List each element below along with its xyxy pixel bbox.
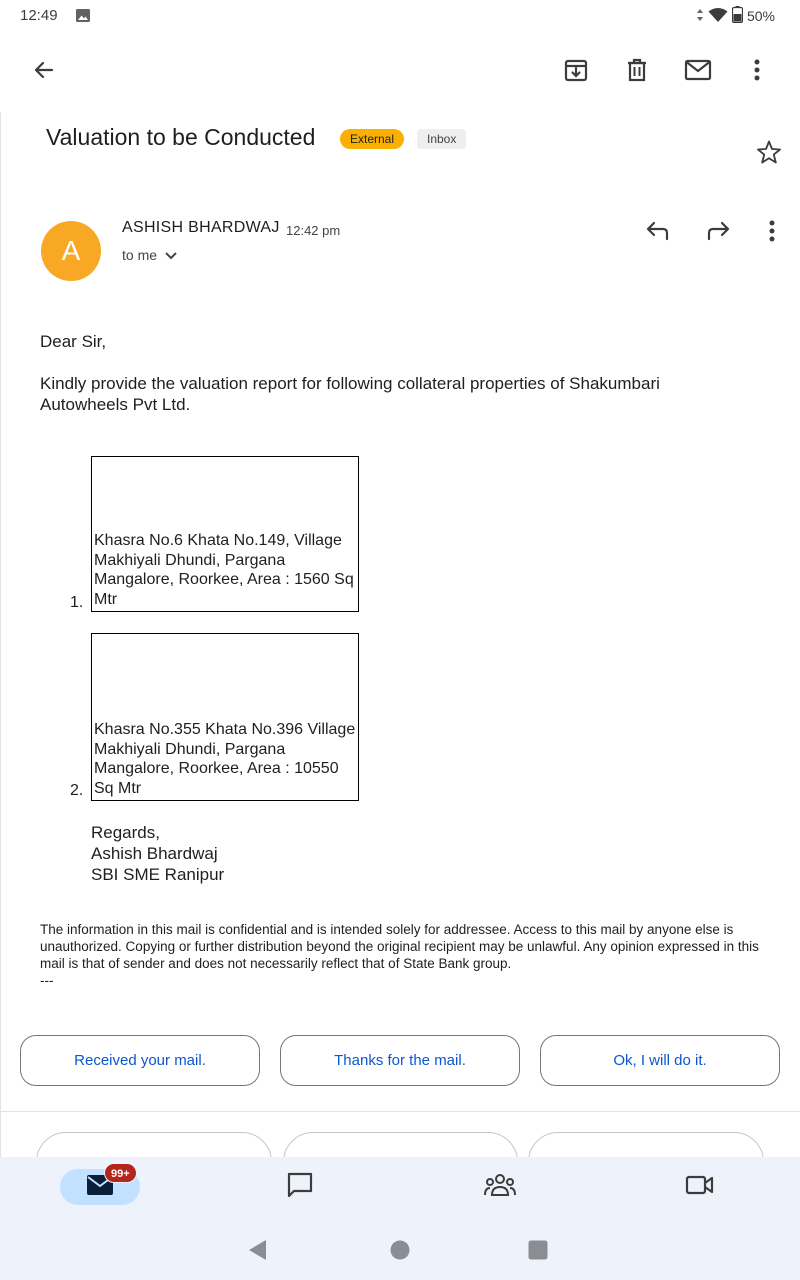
sender-time: 12:42 pm [286, 223, 341, 238]
chevron-down-icon [165, 247, 177, 263]
email-subject: Valuation to be Conducted [46, 124, 316, 150]
unread-count-badge: 99+ [104, 1163, 137, 1183]
system-home-icon[interactable] [378, 1228, 422, 1272]
meet-icon [685, 1174, 715, 1201]
property-number: 1. [70, 594, 84, 611]
system-back-icon[interactable] [236, 1228, 280, 1272]
property-box [91, 633, 359, 801]
property-number: 2. [70, 782, 84, 799]
chat-icon [286, 1171, 314, 1204]
disclaimer-text: The information in this mail is confidential and is intended solely for addressee. Access to this mail by anyone else is unauthorized. Copying or further distribution beyond the original recipient may be unlawful. Any opinion expressed in this mail is that of sender and does not necessarily reflect that of State Bank group. [40, 922, 759, 971]
reply-icon[interactable] [636, 209, 680, 253]
nav-chat[interactable] [260, 1169, 340, 1205]
wifi-icon [708, 7, 728, 26]
avatar[interactable]: A [41, 221, 101, 281]
back-arrow-icon[interactable] [22, 48, 66, 92]
status-indicators [696, 6, 775, 26]
mark-unread-icon[interactable] [676, 48, 720, 92]
intro-line-1: Kindly provide the valuation report for following collateral properties of Shakumbari [40, 374, 660, 393]
content-border [0, 112, 1, 1157]
more-vert-icon[interactable] [735, 48, 779, 92]
nav-meet[interactable] [660, 1169, 740, 1205]
status-time: 12:49 [20, 7, 58, 24]
star-icon[interactable] [747, 130, 791, 174]
system-nav-bar [0, 1225, 800, 1280]
signoff-name: Ashish Bhardwaj [91, 844, 218, 863]
property-box [91, 456, 359, 612]
sender-name: ASHISH BHARDWAJ [122, 219, 280, 236]
smart-reply-button[interactable]: Thanks for the mail. [280, 1035, 520, 1086]
recipient-label: to me [122, 247, 158, 263]
separator-text: --- [40, 973, 54, 988]
recipient-details-toggle[interactable] [122, 247, 177, 263]
app-bar [0, 40, 800, 104]
battery-percent: 50% [746, 8, 775, 24]
divider [0, 1111, 800, 1112]
forward-icon[interactable] [696, 209, 740, 253]
delete-icon[interactable] [615, 48, 659, 92]
data-arrows-icon [696, 8, 704, 25]
disclaimer [40, 921, 760, 989]
photo-icon [75, 8, 91, 23]
battery-icon [732, 6, 743, 26]
smart-reply-button[interactable]: Ok, I will do it. [540, 1035, 780, 1086]
intro-line-2: Autowheels Pvt Ltd. [40, 395, 191, 414]
inbox-label[interactable]: Inbox [417, 129, 466, 149]
greeting: Dear Sir, [40, 332, 107, 351]
property-text: Khasra No.6 Khata No.149, Village Makhiyali Dhundi, Pargana Mangalore, Roorkee, Area : 1560 Sq Mtr [94, 532, 354, 608]
spaces-icon [484, 1173, 516, 1202]
status-bar [0, 0, 800, 32]
external-badge: External [340, 129, 404, 149]
smart-reply-button[interactable]: Received your mail. [20, 1035, 260, 1086]
message-more-icon[interactable] [750, 209, 794, 253]
signoff-regards: Regards, [91, 823, 160, 842]
archive-icon[interactable] [554, 48, 598, 92]
property-text: Khasra No.355 Khata No.396 Village Makhiyali Dhundi, Pargana Mangalore, Roorkee, Area : 10550 Sq Mtr [94, 721, 356, 797]
signoff-office: SBI SME Ranipur [91, 865, 225, 884]
system-recents-icon[interactable] [516, 1228, 560, 1272]
nav-spaces[interactable] [460, 1169, 540, 1205]
